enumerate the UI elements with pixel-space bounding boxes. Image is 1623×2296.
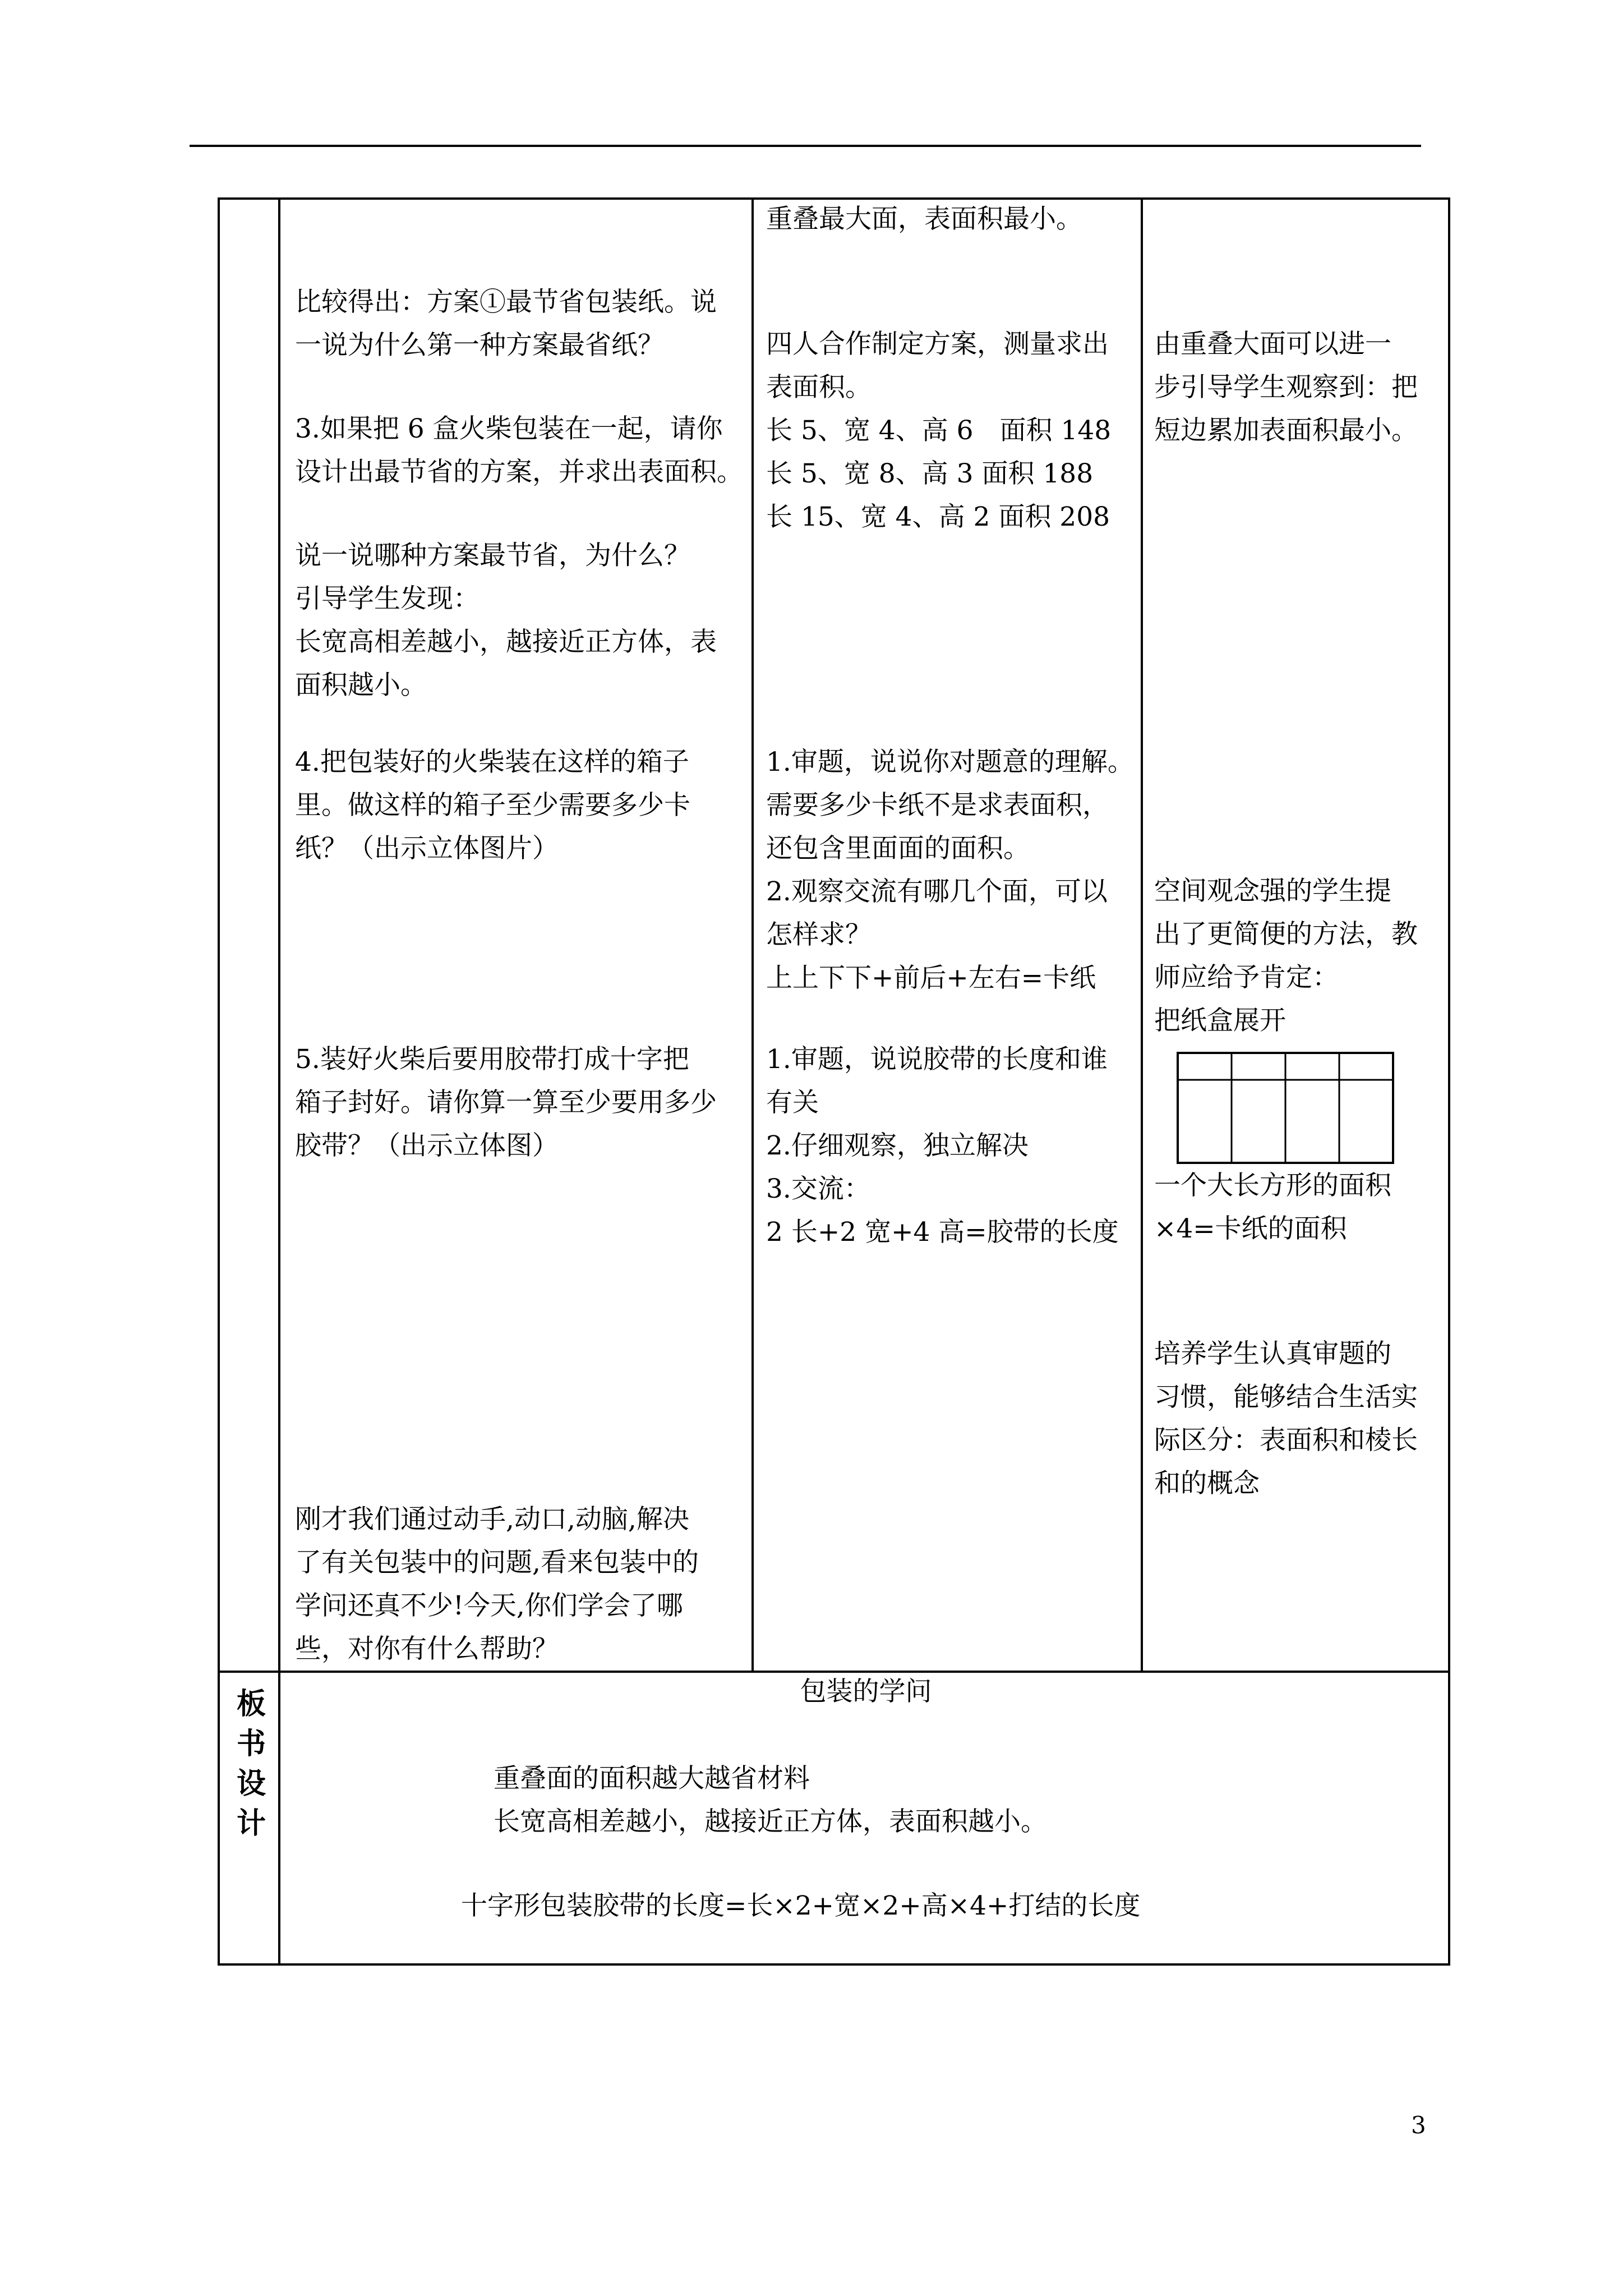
text-line: 需要多少卡纸不是求表面积， [766, 790, 1109, 821]
table-left-border [218, 197, 220, 1966]
text-line: 短边累加表面积最小。 [1154, 415, 1418, 446]
text-line: 还包含里面面的面积。 [766, 833, 1030, 864]
text-line: 4.把包装好的火柴装在这样的箱子 [295, 747, 689, 777]
text-line: 2 长+2 宽+4 高=胶带的长度 [766, 1217, 1119, 1248]
student-question-5 [766, 1038, 1119, 1254]
text-line: 设计出最节省的方案，并求出表面积。 [295, 457, 743, 487]
text-line: 刚才我们通过动手,动口,动脑,解决 [295, 1504, 689, 1535]
text-line: 面积越小。 [295, 670, 427, 701]
text-line: 空间观念强的学生提 [1154, 876, 1391, 907]
text-line: 说一说哪种方案最节省，为什么？ [295, 540, 690, 571]
teacher-question-3 [295, 407, 743, 494]
text-line: 1.审题，说说你对题意的理解。 [766, 747, 1134, 777]
text-line: ×4=卡纸的面积 [1154, 1213, 1347, 1244]
text-line: 重叠最大面，表面积最小。 [766, 204, 1082, 234]
teacher-discussion [295, 534, 717, 707]
board-label-char: 计 [236, 1807, 266, 1841]
text-line: 长宽高相差越小，越接近正方体，表 [295, 627, 717, 657]
text-line: 四人合作制定方案，测量求出 [766, 329, 1109, 360]
note-area [1154, 1164, 1391, 1250]
board-line: 重叠面的面积越大越省材料 [494, 1763, 810, 1794]
text-line: 师应给予肯定： [1154, 962, 1339, 993]
note-overlap [1154, 323, 1418, 452]
text-line: 些，对你有什么帮助？ [295, 1634, 559, 1664]
text-line: 了有关包装中的问题,看来包装中的 [295, 1547, 699, 1578]
text-line: 步引导学生观察到：把 [1154, 372, 1418, 403]
text-line: 培养学生认真审题的 [1154, 1338, 1391, 1369]
teacher-summary [295, 1498, 699, 1671]
text-line: 长 15、宽 4、高 2 面积 208 [766, 501, 1110, 532]
header-rule [190, 145, 1421, 147]
text-line: 长 5、宽 8、高 3 面积 188 [766, 458, 1094, 489]
text-line: 胶带？（出示立体图） [295, 1130, 559, 1161]
text-line: 比较得出：方案①最节省包装纸。说 [295, 287, 717, 318]
table-bottom-border [218, 1963, 1450, 1966]
text-line: 3.交流： [766, 1174, 870, 1204]
text-line: 引导学生发现： [295, 583, 479, 614]
text-line: 一说为什么第一种方案最省纸？ [295, 330, 664, 361]
board-label-char: 设 [236, 1767, 266, 1801]
text-line: 怎样求？ [766, 919, 872, 950]
text-line: 际区分：表面积和棱长 [1154, 1425, 1418, 1456]
student-plan [766, 323, 1111, 539]
note-spatial [1154, 869, 1418, 1042]
board-line: 十字形包装胶带的长度=长×2+宽×2+高×4+打结的长度 [461, 1890, 1141, 1921]
text-line: 表面积。 [766, 372, 872, 403]
text-line: 里。做这样的箱子至少需要多少卡 [295, 790, 690, 821]
text-line: 习惯，能够结合生活实 [1154, 1382, 1418, 1412]
board-title: 包装的学问 [800, 1676, 932, 1707]
text-line: 5.装好火柴后要用胶带打成十字把 [295, 1044, 689, 1075]
board-label-char: 板 [236, 1687, 266, 1721]
text-line: 一个大长方形的面积 [1154, 1170, 1391, 1201]
text-line: 3.如果把 6 盒火柴包装在一起，请你 [295, 413, 723, 444]
table-col2-divider [751, 197, 754, 1671]
table-col3-divider [1141, 197, 1143, 1671]
board-label-char: 书 [236, 1727, 266, 1761]
text-line: 2.观察交流有哪几个面，可以 [766, 876, 1108, 907]
note-careful-reading [1154, 1332, 1418, 1505]
text-line: 把纸盒展开 [1154, 1005, 1286, 1036]
teacher-question-4 [295, 740, 690, 870]
text-line: 有关 [766, 1087, 819, 1118]
text-line: 纸？（出示立体图片） [295, 833, 559, 864]
teacher-compare-paragraph [295, 280, 717, 367]
text-line: 上上下下+前后+左右=卡纸 [766, 963, 1096, 993]
text-line: 出了更简便的方法，教 [1154, 919, 1418, 950]
page-number: 3 [1411, 2111, 1426, 2139]
student-top-note [766, 197, 1082, 241]
board-line: 长宽高相差越小，越接近正方体，表面积越小。 [494, 1806, 1047, 1837]
text-line: 1.审题，说说胶带的长度和谁 [766, 1044, 1108, 1075]
text-line: 2.仔细观察，独立解决 [766, 1130, 1029, 1161]
text-line: 学问还真不少!今天,你们学会了哪 [295, 1590, 683, 1621]
text-line: 和的概念 [1154, 1468, 1260, 1499]
student-question-4 [766, 740, 1134, 1000]
text-line: 箱子封好。请你算一算至少要用多少 [295, 1087, 717, 1118]
text-line: 由重叠大面可以进一 [1154, 329, 1391, 360]
text-line: 长 5、宽 4、高 6 面积 148 [766, 415, 1112, 446]
unfolded-box-grid [1177, 1052, 1394, 1164]
teacher-question-5 [295, 1038, 717, 1167]
